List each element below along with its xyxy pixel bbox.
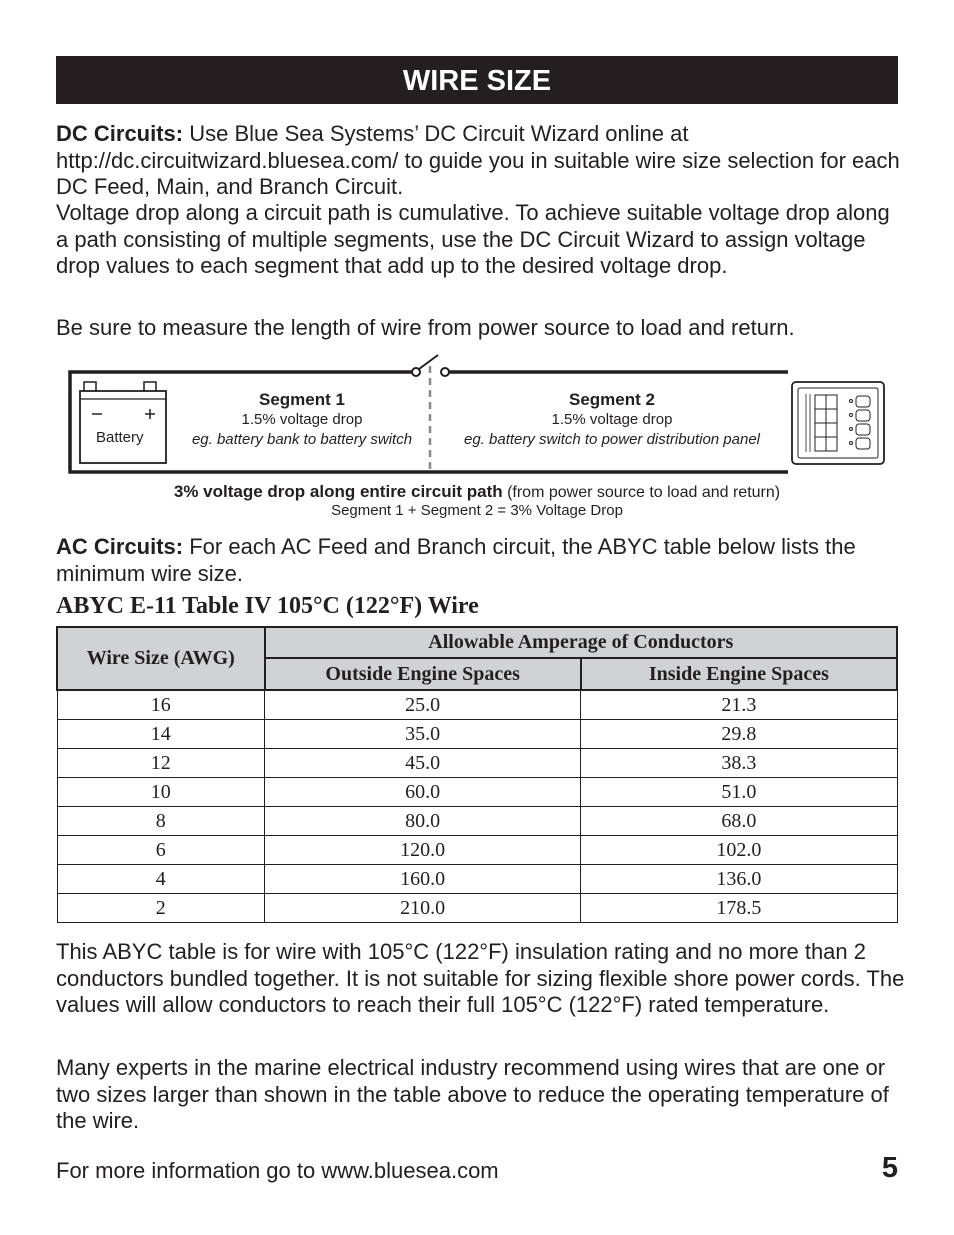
header-inside-engine: Inside Engine Spaces [581,658,897,690]
ac-circuits-paragraph [56,534,906,587]
cell-outside: 160.0 [265,865,581,894]
cell-inside: 21.3 [581,690,897,720]
segment-2-title: Segment 2 [569,390,655,409]
header-wire-size: Wire Size (AWG) [57,627,265,690]
table-row [57,778,897,807]
table-row [57,865,897,894]
panel-breakers [815,395,837,451]
header-allowable-amperage: Allowable Amperage of Conductors [265,627,897,658]
dc-circuits-paragraph [56,121,906,201]
segment-2-example: eg. battery switch to power distribution panel [464,431,760,448]
segment-2-block [436,390,788,450]
experts-note: Many experts in the marine electrical industry recommend using wires that are one or two sizes larger than shown in the table above to reduce the operating temperature of the wire. [56,1055,889,1133]
rating-note: This ABYC table is for wire with 105°C (122°F) insulation rating and no more than 2 conductors bundled together. It is not suitable for sizing flexible shore power cords. The values will allow conductors to reach their full 105°C (122°F) rated temperature. [56,939,905,1017]
segment-2-drop: 1.5% voltage drop [551,411,673,428]
table-row [57,720,897,749]
section-title: WIRE SIZE [56,56,898,104]
footer-text: For more information go to www.bluesea.com [56,1158,499,1183]
switch-contact-left [412,368,420,376]
diagram-formula: Segment 1 + Segment 2 = 3% Voltage Drop [331,502,623,519]
cell-awg: 8 [57,807,265,836]
cell-inside: 68.0 [581,807,897,836]
cell-inside: 102.0 [581,836,897,865]
ac-circuits-text: For each AC Feed and Branch circuit, the ABYC table below lists the minimum wire size. [56,534,856,586]
cell-awg: 14 [57,720,265,749]
measure-paragraph: Be sure to measure the length of wire from power source to load and return. [56,315,795,340]
cell-inside: 38.3 [581,749,897,778]
segment-1-title: Segment 1 [259,390,345,409]
abyc-wire-table [56,626,898,923]
cell-awg: 12 [57,749,265,778]
cumulative-paragraph: Voltage drop along a circuit path is cumulative. To achieve suitable voltage drop along a path consisting of multiple segments, use the DC Circuit Wizard to assign voltage drop values to each segment that add up to the desired voltage drop. [56,200,890,278]
cell-awg: 16 [57,690,265,720]
ac-circuits-label: AC Circuits: [56,534,184,559]
cell-inside: 51.0 [581,778,897,807]
segment-1-drop: 1.5% voltage drop [241,411,363,428]
cell-awg: 2 [57,894,265,923]
table-row [57,894,897,923]
switch-lever [419,355,438,369]
cell-outside: 60.0 [265,778,581,807]
diagram-caption-bold: 3% voltage drop along entire circuit path [173,482,503,501]
cell-outside: 120.0 [265,836,581,865]
cell-outside: 210.0 [265,894,581,923]
cell-outside: 45.0 [265,749,581,778]
circuit-diagram [66,352,888,476]
cell-outside: 35.0 [265,720,581,749]
table-row [57,749,897,778]
segment-1-example: eg. battery bank to battery switch [191,431,413,448]
switch-contact-right [441,368,449,376]
diagram-caption-rest: (from power source to load and return) [502,484,781,501]
battery-label: Battery [96,429,144,446]
battery-body [80,391,166,463]
cell-outside: 25.0 [265,690,581,720]
table-title: ABYC E-11 Table IV 105°C (122°F) Wire [56,593,479,619]
diagram-caption [0,482,954,502]
cell-awg: 4 [57,865,265,894]
table-row [57,836,897,865]
page-number: 5 [881,1152,898,1184]
table-row [57,807,897,836]
cell-outside: 80.0 [265,807,581,836]
dc-circuits-text: Use Blue Sea Systems’ DC Circuit Wizard online at http://dc.circuitwizard.bluesea.com/ to guide you in suitable wire size selection for each DC Feed, Main, and Branch Circuit. [56,121,900,199]
cell-awg: 10 [57,778,265,807]
dc-circuits-label: DC Circuits: [56,121,184,146]
segment-1-block [178,390,426,450]
cell-inside: 29.8 [581,720,897,749]
header-outside-engine: Outside Engine Spaces [265,658,581,690]
table-row [57,690,897,720]
cell-awg: 6 [57,836,265,865]
cell-inside: 136.0 [581,865,897,894]
cell-inside: 178.5 [581,894,897,923]
